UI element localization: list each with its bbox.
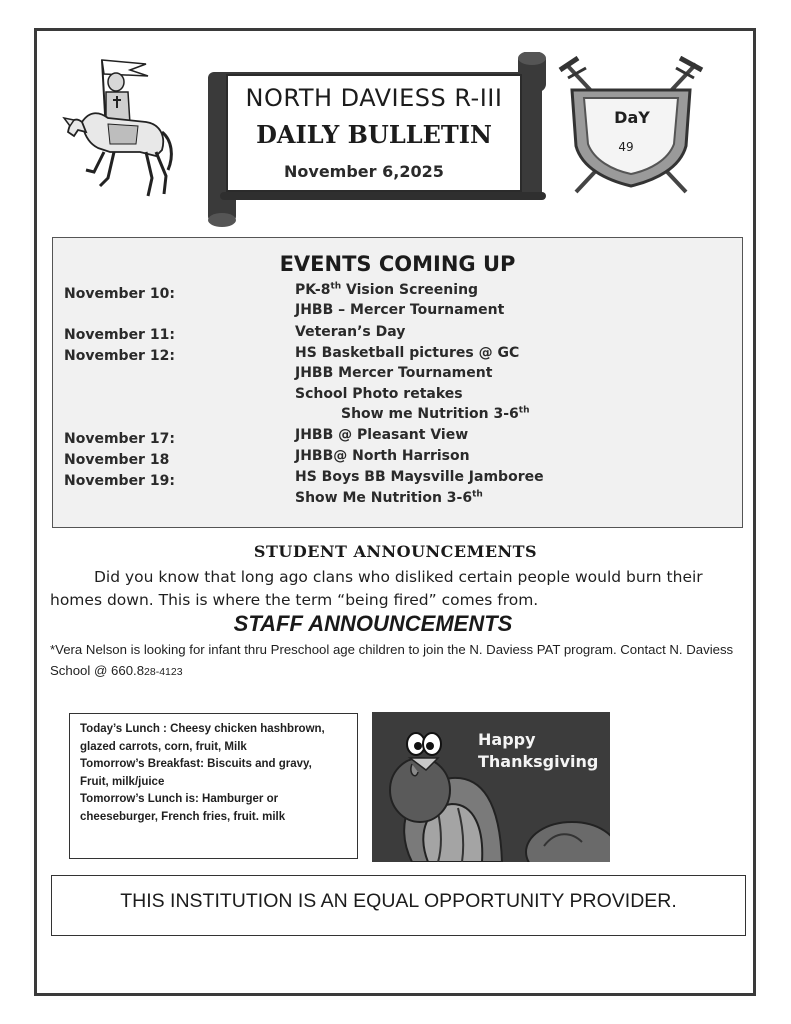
event-text: PK-8th Vision Screening xyxy=(295,281,479,298)
staff-announcement-text: *Vera Nelson is looking for infant thru Preschool age children to join the N. Daviess PAT program. Contact N. Daviess School @ 660.828-4123 xyxy=(50,642,734,678)
day-number: 49 xyxy=(618,140,634,154)
event-text: JHBB@ North Harrison xyxy=(295,448,470,464)
event-text: Show Me Nutrition 3-6th xyxy=(295,489,483,506)
event-date: November 17: xyxy=(64,431,175,447)
student-announcement-text: Did you know that long ago clans who disliked certain people would burn their homes down. This is where the term “being fired” comes from. xyxy=(50,568,703,609)
day-label: DaY xyxy=(614,108,650,127)
event-date: November 12: xyxy=(64,348,175,364)
equal-opportunity-statement: THIS INSTITUTION IS AN EQUAL OPPORTUNITY PROVIDER. xyxy=(120,890,677,912)
event-text: Veteran’s Day xyxy=(295,324,406,340)
event-date: November 19: xyxy=(64,473,175,489)
lunch-line: cheeseburger, French fries, fruit. milk xyxy=(80,810,286,823)
equal-opportunity-box xyxy=(51,875,746,936)
school-name: NORTH DAVIESS R-III xyxy=(245,84,503,112)
event-date: November 11: xyxy=(64,327,175,343)
events-box xyxy=(52,237,743,528)
thanksgiving-line-2: Thanksgiving xyxy=(478,752,599,771)
thanksgiving-line-1: Happy xyxy=(478,730,536,749)
bulletin-date: November 6,2025 xyxy=(284,162,444,181)
staff-announcements-heading: STAFF ANNOUNCEMENTS xyxy=(233,611,513,636)
lunch-line: glazed carrots, corn, fruit, Milk xyxy=(80,740,247,753)
bulletin-scroll-banner xyxy=(200,52,552,228)
event-text: HS Boys BB Maysville Jamboree xyxy=(295,469,544,485)
lunch-line: Fruit, milk/juice xyxy=(80,775,165,788)
event-text: School Photo retakes xyxy=(295,386,463,402)
event-text: JHBB Mercer Tournament xyxy=(295,365,493,381)
event-date: November 18 xyxy=(64,452,170,468)
bulletin-title: DAILY BULLETIN xyxy=(256,120,492,149)
scroll-panel xyxy=(226,74,522,192)
event-text: Show me Nutrition 3-6th xyxy=(341,405,530,422)
lunch-line: Tomorrow’s Lunch is: Hamburger or xyxy=(80,793,279,805)
lunch-menu-box xyxy=(69,713,358,859)
event-text: JHBB @ Pleasant View xyxy=(295,427,469,443)
lunch-line: Today’s Lunch : Cheesy chicken hashbrown, xyxy=(80,723,325,735)
event-date: November 10: xyxy=(64,286,175,302)
thanksgiving-image xyxy=(372,712,610,862)
events-title: EVENTS COMING UP xyxy=(279,252,516,276)
event-text: HS Basketball pictures @ GC xyxy=(295,345,520,361)
event-text: JHBB – Mercer Tournament xyxy=(295,302,505,318)
knight-on-horse-icon xyxy=(60,52,178,202)
lunch-line: Tomorrow’s Breakfast: Biscuits and gravy, xyxy=(80,758,312,770)
student-announcements-heading: STUDENT ANNOUNCEMENTS xyxy=(253,542,538,561)
